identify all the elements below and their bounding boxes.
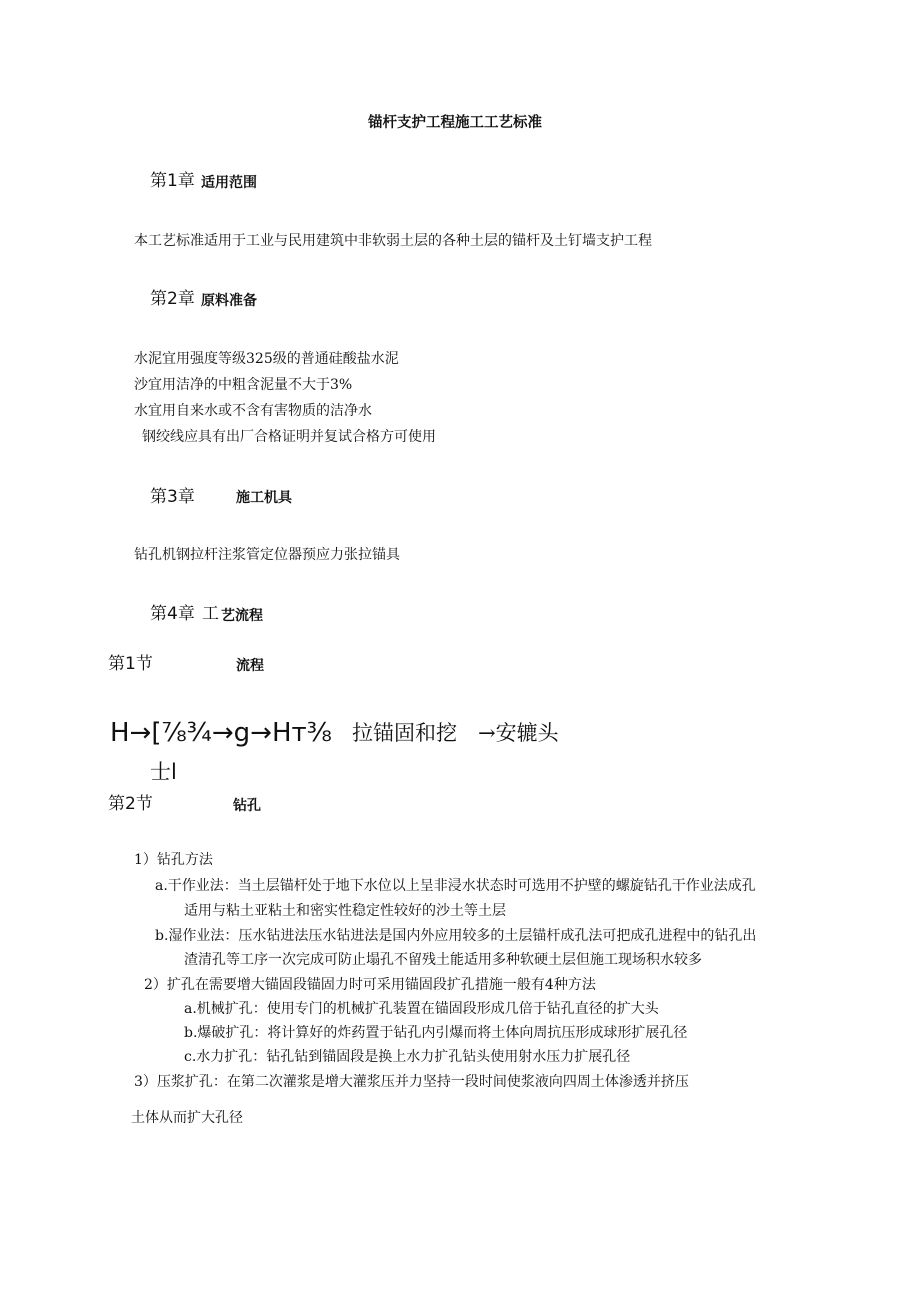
wet-method-text: b.湿作业法：压水钻进法压水钻进法是国内外应用较多的土层锚杆成孔法可把成孔进程中的钻孔出 (155, 928, 757, 944)
chapter-3-text: 钻孔机钢拉杆注浆管定位器预应力张拉锚具 (134, 547, 400, 563)
flow-diagram-text: H→[⅞¾→g→Hт⅜ (110, 718, 332, 748)
material-item-water: 水宜用自来水或不含有害物质的洁净水 (134, 403, 372, 419)
section-1-title: 流程 (236, 658, 264, 674)
dry-method-text-cont: 适用与粘土亚粘土和密实性稳定性较好的沙土等土层 (184, 903, 506, 919)
reaming-heading: 2）扩孔在需要增大锚固段锚固力时可采用锚固段扩孔措施一般有4种方法 (144, 977, 596, 993)
drilling-method-heading: 1）钻孔方法 (134, 852, 213, 868)
section-2-number: 第2节 (108, 794, 153, 814)
section-1-number: 第1节 (108, 654, 153, 674)
wet-method-text-cont: 渣清孔等工序一次完成可防止塌孔不留残土能适用多种软硬土层但施工现场积水较多 (184, 952, 702, 968)
flow-diagram-end: →安辘头 (478, 721, 559, 745)
grout-reaming-text-cont: 土体从而扩大孔径 (131, 1110, 243, 1126)
flow-diagram-sub: 士l (150, 760, 177, 784)
section-2-title: 钻孔 (233, 798, 261, 814)
blasting-reaming-text: b.爆破扩孔：将计算好的炸药置于钻孔内引爆而将土体向周抗压形成球形扩展孔径 (184, 1025, 688, 1041)
chapter-4-title: 艺流程 (221, 608, 263, 624)
dry-method-text: a.干作业法：当土层锚杆处于地下水位以上呈非浸水状态时可选用不护壁的螺旋钻孔干作业法成孔 (155, 878, 756, 894)
material-item-cement: 水泥宜用强度等级325级的普通硅酸盐水泥 (134, 351, 399, 367)
chapter-1-text: 本工艺标准适用于工业与民用建筑中非软弱土层的各种土层的锚杆及土钉墙支护工程 (134, 233, 652, 249)
chapter-2-number: 第2章 (150, 289, 195, 309)
chapter-4-number: 第4章 (150, 604, 195, 624)
material-item-sand: 沙宜用洁净的中粗含泥量不大于3% (134, 377, 353, 393)
document-title: 锚杆支护工程施工工艺标准 (368, 115, 542, 131)
chapter-2-title: 原料准备 (201, 293, 257, 309)
mechanical-reaming-text: a.机械扩孔：使用专门的机械扩孔装置在锚固段形成几倍于钻孔直径的扩大头 (184, 1001, 659, 1017)
hydraulic-reaming-text: c.水力扩孔：钻孔钻到锚固段是换上水力扩孔钻头使用射水压力扩展孔径 (184, 1049, 631, 1065)
chapter-3-number: 第3章 (150, 487, 195, 507)
chapter-1-number: 第1章 (150, 171, 195, 191)
chapter-4-title-prefix: 工 (202, 604, 219, 624)
flow-diagram-step: 拉锚固和挖 (352, 721, 457, 745)
material-item-strand: 钢绞线应具有出厂合格证明并复试合格方可使用 (142, 429, 436, 445)
chapter-3-title: 施工机具 (236, 490, 292, 506)
chapter-1-title: 适用范围 (201, 175, 257, 191)
grout-reaming-text: 3）压浆扩孔：在第二次灌浆是增大灌浆压并力坚持一段时间使浆液向四周土体渗透并挤压 (134, 1074, 689, 1090)
